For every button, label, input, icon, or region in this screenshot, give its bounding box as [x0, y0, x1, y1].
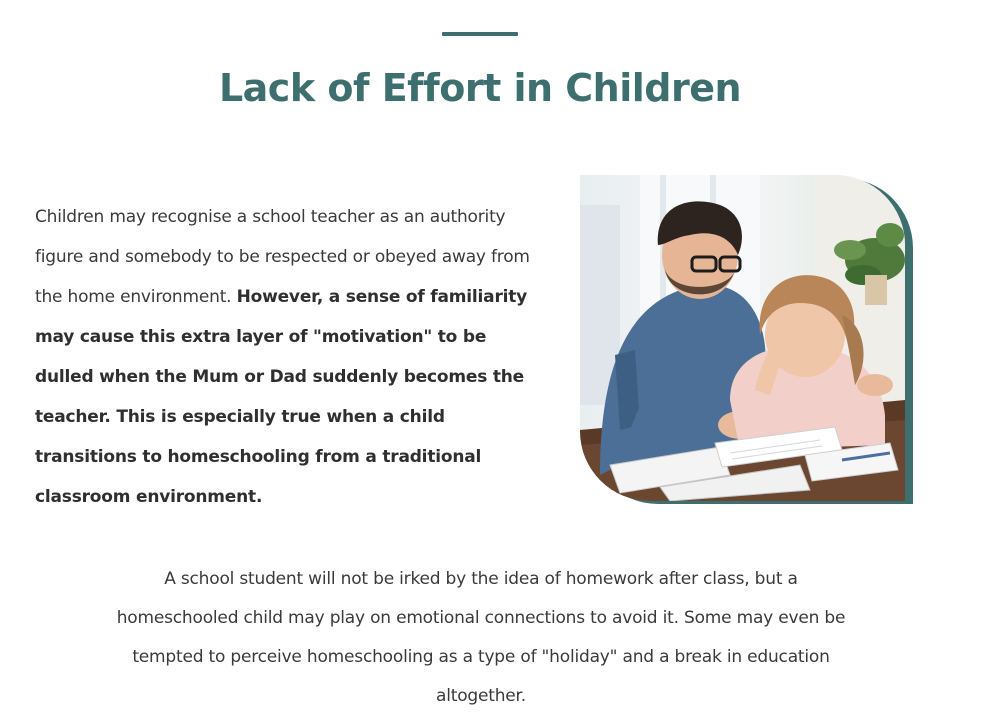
intro-paragraph [35, 197, 530, 517]
photo-image [580, 175, 905, 501]
father-daughter-photo [580, 175, 913, 504]
intro-normal-text: Children may recognise a school teacher as an authority figure and somebody to be respected or obeyed away from the home environment. [35, 207, 530, 307]
accent-divider [442, 32, 518, 36]
homework-scene-illustration [580, 175, 905, 501]
section-title: Lack of Effort in Children [218, 66, 742, 110]
body-paragraph: A school student will not be irked by the idea of homework after class, but a homeschooled child may play on emotional connections to avoid it. Some may even be tempted to perceive homeschooling as a type of "holiday" and a break in education altogether. [116, 569, 846, 706]
intro-bold-text: However, a sense of familiarity may cause this extra layer of "motivation" to be dulled when the Mum or Dad suddenly becomes the teacher. This is especially true when a child transitions to homeschooling from a traditional classroom environment. [35, 287, 528, 507]
